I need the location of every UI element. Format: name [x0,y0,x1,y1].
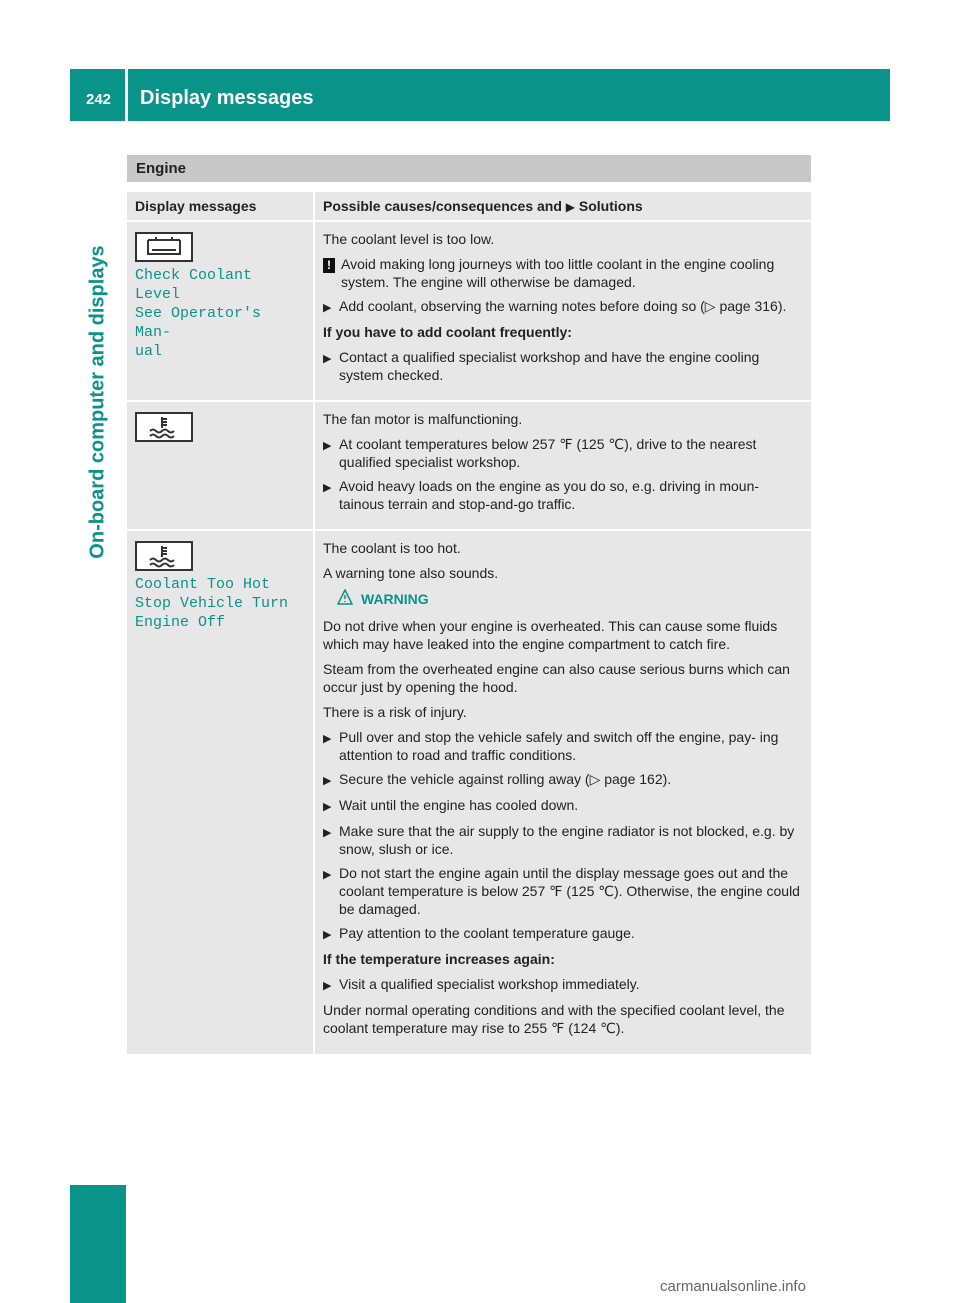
solution-step [323,924,803,944]
column-header-solutions-suffix: Solutions [578,198,643,214]
paragraph: The fan motor is malfunctioning. [323,411,523,427]
step-arrow-icon: ▶ [323,733,332,745]
paragraph: Under normal operating conditions and with the specified coolant level, the coolant temperature may rise to 255 ℉ (124 ℃). [323,1002,785,1036]
sidebar-tab-block [70,1185,126,1303]
step-arrow-icon: ▶ [323,929,332,941]
paragraph: A warning tone also sounds. [323,565,499,581]
notice-text: Avoid making long journeys with too little coolant in the engine cooling system. The engine will otherwise be damaged. [341,256,775,290]
solution-step [323,435,803,471]
step-text: Do not start the engine again until the display message goes out and the coolant temperature is below 257 ℉ (125 ℃). Otherwise, the engine could be damaged. [339,865,800,917]
paragraph: There is a risk of injury. [323,704,467,720]
step-arrow-icon: ▶ [323,302,332,314]
step-text: At coolant temperatures below 257 ℉ (125 ℃), drive to the nearest qualified specialist workshop. [339,436,757,470]
step-text: Add coolant, observing the warning notes before doing so (▷ page 316). [339,298,787,314]
table-row [127,222,811,402]
message-cell [127,531,315,1056]
paragraph: Steam from the overheated engine can also cause serious burns which can occur just by opening the hood. [323,661,790,695]
display-message-line: Stop Vehicle Turn [135,595,289,612]
section-title: Engine [127,155,811,182]
display-message-line: ual [135,343,163,360]
warning-label: WARNING [361,591,429,607]
coolant-temperature-icon [135,412,193,442]
sidebar-vertical-text: On-board computer and displays [86,245,109,559]
solution-arrow-icon: ▶ [565,200,576,214]
header-divider [125,69,128,121]
display-message-line: Engine Off [135,614,226,631]
step-text: Visit a qualified specialist workshop immediately. [339,976,640,992]
solution-step [323,297,803,317]
subheading: If the temperature increases again: [323,951,555,967]
table-row [127,402,811,531]
page-header [70,69,890,121]
paragraph: The coolant level is too low. [323,231,495,247]
step-arrow-icon: ▶ [323,827,332,839]
warning-triangle-icon [337,589,353,609]
step-arrow-icon: ▶ [323,440,332,452]
message-cell [127,402,315,531]
solution-step [323,975,803,995]
step-arrow-icon: ▶ [323,869,332,881]
solution-cell [315,222,811,402]
display-message-line: See Operator's Man‐ [135,305,262,341]
main-content [127,155,811,1056]
solution-cell [315,402,811,531]
column-header-solutions-text: Possible causes/consequences and [323,198,562,214]
subheading: If you have to add coolant frequently: [323,324,572,340]
warning-heading [337,589,803,609]
solution-step [323,796,803,816]
step-text: Wait until the engine has cooled down. [339,797,579,813]
coolant-reservoir-icon [135,232,193,262]
column-header-solutions [315,192,811,222]
display-messages-table [127,192,811,1056]
step-text: Make sure that the air supply to the engine radiator is not blocked, e.g. by snow, slush or ice. [339,823,795,857]
step-text: Avoid heavy loads on the engine as you do so, e.g. driving in moun‐ tainous terrain and stop-and-go traffic. [339,478,760,512]
exclamation-icon: ! [323,258,335,273]
paragraph: The coolant is too hot. [323,540,461,556]
solution-cell [315,531,811,1056]
display-message-line: Check Coolant Level [135,267,253,303]
coolant-temperature-icon [135,541,193,571]
watermark: carmanualsonline.info [660,1278,806,1295]
message-cell [127,222,315,402]
solution-step [323,822,803,858]
table-row [127,531,811,1056]
step-arrow-icon: ▶ [323,482,332,494]
step-text: Contact a qualified specialist workshop and have the engine cooling system checked. [339,349,760,383]
paragraph: Do not drive when your engine is overheated. This can cause some fluids which may have leaked into the engine compartment to catch fire. [323,618,778,652]
step-text: Pay attention to the coolant temperature gauge. [339,925,635,941]
solution-step [323,864,803,918]
step-arrow-icon: ▶ [323,775,332,787]
solution-step [323,477,803,513]
column-header-messages: Display messages [127,192,315,222]
table-header-row [127,192,811,222]
solution-step [323,348,803,384]
step-text: Pull over and stop the vehicle safely and switch off the engine, pay‐ ing attention to road and traffic conditions. [339,729,779,763]
display-message-line: Coolant Too Hot [135,576,271,593]
step-arrow-icon: ▶ [323,801,332,813]
page-title: Display messages [140,87,314,109]
solution-step [323,728,803,764]
step-text: Secure the vehicle against rolling away (▷ page 162). [339,771,672,787]
step-arrow-icon: ▶ [323,353,332,365]
damage-notice [323,255,803,291]
page-number: 242 [86,91,112,108]
step-arrow-icon: ▶ [323,980,332,992]
solution-step [323,770,803,790]
